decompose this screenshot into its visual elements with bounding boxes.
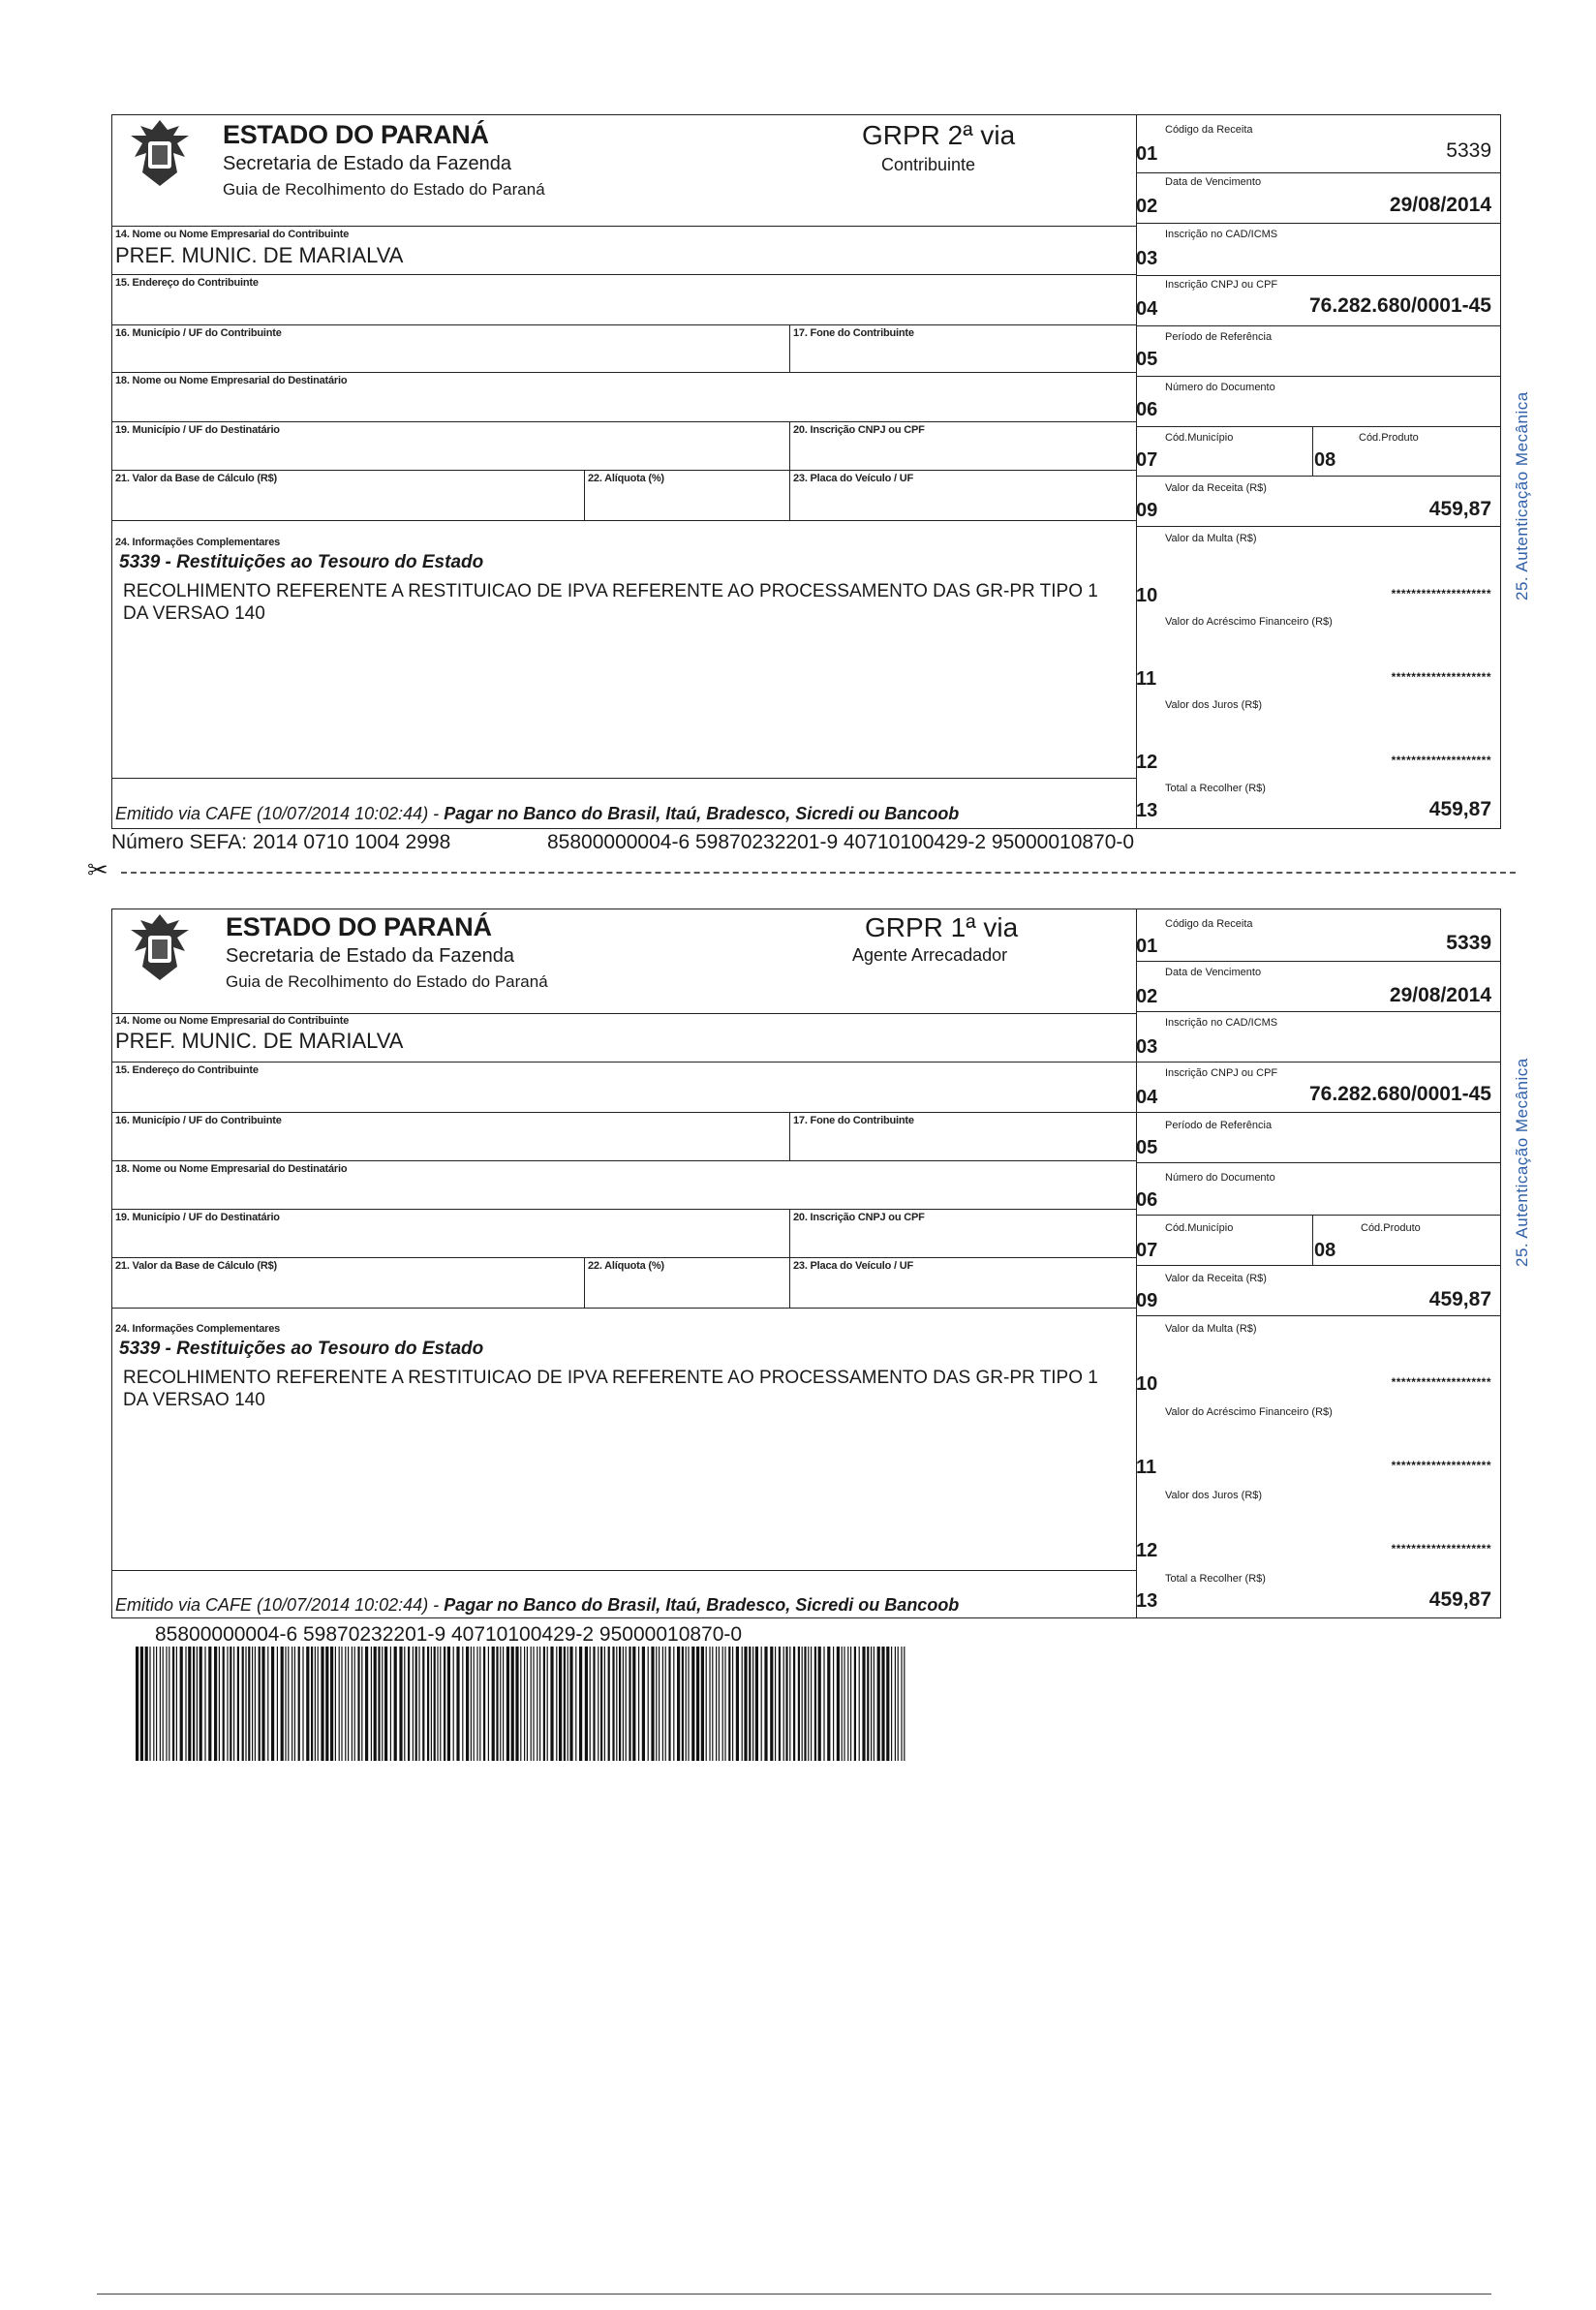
r11-label: Valor do Acréscimo Financeiro (R$)	[1165, 616, 1333, 628]
r01-num: 01	[1136, 936, 1158, 957]
r09-label: Valor da Receita (R$)	[1165, 1273, 1267, 1284]
secretaria-label: Secretaria de Estado da Fazenda	[223, 153, 511, 174]
contribuinte-name: PREF. MUNIC. DE MARIALVA	[115, 1029, 404, 1053]
valor-receita-value: 459,87	[1428, 498, 1491, 520]
autenticacao-stamp: 25. Autenticação Mecânica	[1513, 391, 1531, 601]
field-14-label: 14. Nome ou Nome Empresarial do Contribuinte	[115, 1015, 350, 1027]
via-subtitle: Contribuinte	[881, 155, 976, 174]
r02-num: 02	[1136, 986, 1158, 1007]
r06-label: Número do Documento	[1165, 1172, 1275, 1184]
r13-num: 13	[1136, 1590, 1158, 1612]
r05-num: 05	[1136, 349, 1158, 370]
r09-num: 09	[1136, 1290, 1158, 1311]
field-19-label: 19. Município / UF do Destinatário	[115, 424, 280, 436]
field-21-label: 21. Valor da Base de Cálculo (R$)	[115, 473, 278, 484]
field-15-label: 15. Endereço do Contribuinte	[115, 277, 259, 289]
r08-label: Cód.Produto	[1359, 432, 1419, 444]
r02-num: 02	[1136, 196, 1158, 217]
info-title: 5339 - Restituições ao Tesouro do Estado	[119, 552, 484, 572]
r02-label: Data de Vencimento	[1165, 176, 1262, 188]
r08-num: 08	[1314, 449, 1336, 471]
field-15-label: 15. Endereço do Contribuinte	[115, 1064, 259, 1076]
total-value: 459,87	[1428, 1588, 1491, 1611]
vencimento-value: 29/08/2014	[1389, 984, 1491, 1006]
acrescimo-value: ********************	[1391, 1459, 1491, 1472]
cut-line	[121, 872, 1516, 874]
r06-num: 06	[1136, 1189, 1158, 1211]
r03-num: 03	[1136, 1036, 1158, 1058]
guia-label: Guia de Recolhimento do Estado do Paraná	[226, 972, 548, 991]
info-line-2: DA VERSAO 140	[123, 603, 265, 624]
field-20-label: 20. Inscrição CNPJ ou CPF	[793, 424, 925, 436]
field-19-label: 19. Município / UF do Destinatário	[115, 1212, 280, 1223]
juros-value: ********************	[1391, 754, 1491, 767]
autenticacao-stamp: 25. Autenticação Mecânica	[1513, 1058, 1531, 1267]
barcode	[136, 1647, 910, 1761]
info-title: 5339 - Restituições ao Tesouro do Estado	[119, 1339, 484, 1359]
r12-num: 12	[1136, 1540, 1158, 1561]
r10-label: Valor da Multa (R$)	[1165, 533, 1257, 544]
field-24-label: 24. Informações Complementares	[115, 537, 281, 548]
r04-label: Inscrição CNPJ ou CPF	[1165, 1067, 1278, 1079]
info-line-2: DA VERSAO 140	[123, 1390, 265, 1410]
r07-num: 07	[1136, 1240, 1158, 1261]
emit-line: Emitido via CAFE (10/07/2014 10:02:44) - Pagar no Banco do Brasil, Itaú, Bradesco, Sicredi ou Bancoob	[115, 1595, 960, 1615]
r12-label: Valor dos Juros (R$)	[1165, 699, 1263, 711]
multa-value: ********************	[1391, 1375, 1491, 1389]
r10-label: Valor da Multa (R$)	[1165, 1323, 1257, 1335]
field-20-label: 20. Inscrição CNPJ ou CPF	[793, 1212, 925, 1223]
state-title: ESTADO DO PARANÁ	[226, 912, 492, 941]
r03-label: Inscrição no CAD/ICMS	[1165, 1017, 1278, 1029]
r07-num: 07	[1136, 449, 1158, 471]
r11-label: Valor do Acréscimo Financeiro (R$)	[1165, 1406, 1333, 1418]
valor-receita-value: 459,87	[1428, 1288, 1491, 1310]
total-value: 459,87	[1428, 798, 1491, 820]
via-title: GRPR 1ª via	[865, 912, 1019, 942]
cnpj-value: 76.282.680/0001-45	[1308, 1083, 1491, 1105]
r13-label: Total a Recolher (R$)	[1165, 783, 1266, 794]
r05-num: 05	[1136, 1137, 1158, 1158]
r09-num: 09	[1136, 500, 1158, 521]
right-col	[1136, 909, 1491, 1618]
multa-value: ********************	[1391, 587, 1491, 601]
info-line-1: RECOLHIMENTO REFERENTE A RESTITUICAO DE IPVA REFERENTE AO PROCESSAMENTO DAS GR-PR TIPO 1	[123, 1368, 1098, 1388]
r12-num: 12	[1136, 752, 1158, 773]
r05-label: Período de Referência	[1165, 1120, 1273, 1131]
r12-label: Valor dos Juros (R$)	[1165, 1490, 1263, 1501]
linha-digitavel-top: 85800000004-6 59870232201-9 40710100429-2 95000010870-0	[547, 831, 1135, 853]
cnpj-value: 76.282.680/0001-45	[1308, 294, 1491, 317]
acrescimo-value: ********************	[1391, 670, 1491, 684]
r04-num: 04	[1136, 1087, 1158, 1108]
juros-value: ********************	[1391, 1542, 1491, 1555]
field-17-label: 17. Fone do Contribuinte	[793, 1115, 914, 1126]
r07-label: Cód.Município	[1165, 1222, 1234, 1234]
secretaria-label: Secretaria de Estado da Fazenda	[226, 945, 514, 967]
field-22-label: 22. Alíquota (%)	[588, 1260, 664, 1272]
field-24-label: 24. Informações Complementares	[115, 1323, 281, 1335]
left-form-frame	[111, 114, 1136, 829]
via-subtitle: Agente Arrecadador	[852, 945, 1008, 965]
field-23-label: 23. Placa do Veículo / UF	[793, 473, 913, 484]
field-14-label: 14. Nome ou Nome Empresarial do Contribuinte	[115, 229, 350, 240]
r03-label: Inscrição no CAD/ICMS	[1165, 229, 1278, 240]
state-title: ESTADO DO PARANÁ	[223, 120, 489, 149]
r13-num: 13	[1136, 800, 1158, 821]
r11-num: 11	[1136, 1457, 1157, 1478]
r05-label: Período de Referência	[1165, 331, 1273, 343]
r04-label: Inscrição CNPJ ou CPF	[1165, 279, 1278, 291]
r06-num: 06	[1136, 399, 1158, 420]
right-col	[1136, 114, 1491, 829]
emit-line: Emitido via CAFE (10/07/2014 10:02:44) - Pagar no Banco do Brasil, Itaú, Bradesco, Sicredi ou Bancoob	[115, 804, 960, 823]
field-23-label: 23. Placa do Veículo / UF	[793, 1260, 913, 1272]
field-18-label: 18. Nome ou Nome Empresarial do Destinatário	[115, 375, 348, 386]
scissors-icon: ✂	[87, 855, 108, 884]
r01-label: Código da Receita	[1165, 124, 1253, 136]
bottom-rule	[97, 2294, 1491, 2295]
r01-label: Código da Receita	[1165, 918, 1253, 930]
field-21-label: 21. Valor da Base de Cálculo (R$)	[115, 1260, 278, 1272]
field-22-label: 22. Alíquota (%)	[588, 473, 664, 484]
field-16-label: 16. Município / UF do Contribuinte	[115, 327, 282, 339]
r02-label: Data de Vencimento	[1165, 967, 1262, 978]
via-title: GRPR 2ª via	[862, 120, 1016, 150]
field-17-label: 17. Fone do Contribuinte	[793, 327, 914, 339]
r11-num: 11	[1136, 668, 1157, 690]
field-18-label: 18. Nome ou Nome Empresarial do Destinatário	[115, 1163, 348, 1175]
guia-label: Guia de Recolhimento do Estado do Paraná	[223, 180, 545, 199]
r10-num: 10	[1136, 1373, 1158, 1395]
barcode-number: 85800000004-6 59870232201-9 40710100429-2 95000010870-0	[155, 1623, 743, 1646]
numero-sefa: Número SEFA: 2014 0710 1004 2998	[111, 831, 451, 853]
r06-label: Número do Documento	[1165, 382, 1275, 393]
r10-num: 10	[1136, 585, 1158, 606]
r01-num: 01	[1136, 143, 1158, 165]
slip-1a-via	[111, 909, 1501, 1625]
r04-num: 04	[1136, 298, 1158, 320]
r08-label: Cód.Produto	[1361, 1222, 1421, 1234]
field-16-label: 16. Município / UF do Contribuinte	[115, 1115, 282, 1126]
slip-2a-via	[111, 114, 1501, 831]
r03-num: 03	[1136, 248, 1158, 269]
contribuinte-name: PREF. MUNIC. DE MARIALVA	[115, 243, 404, 267]
r09-label: Valor da Receita (R$)	[1165, 482, 1267, 494]
codigo-receita-value: 5339	[1446, 139, 1491, 162]
vencimento-value: 29/08/2014	[1389, 194, 1491, 216]
r13-label: Total a Recolher (R$)	[1165, 1573, 1266, 1585]
r08-num: 08	[1314, 1240, 1336, 1261]
info-line-1: RECOLHIMENTO REFERENTE A RESTITUICAO DE IPVA REFERENTE AO PROCESSAMENTO DAS GR-PR TIPO 1	[123, 581, 1098, 601]
r07-label: Cód.Município	[1165, 432, 1234, 444]
codigo-receita-value: 5339	[1446, 932, 1491, 954]
